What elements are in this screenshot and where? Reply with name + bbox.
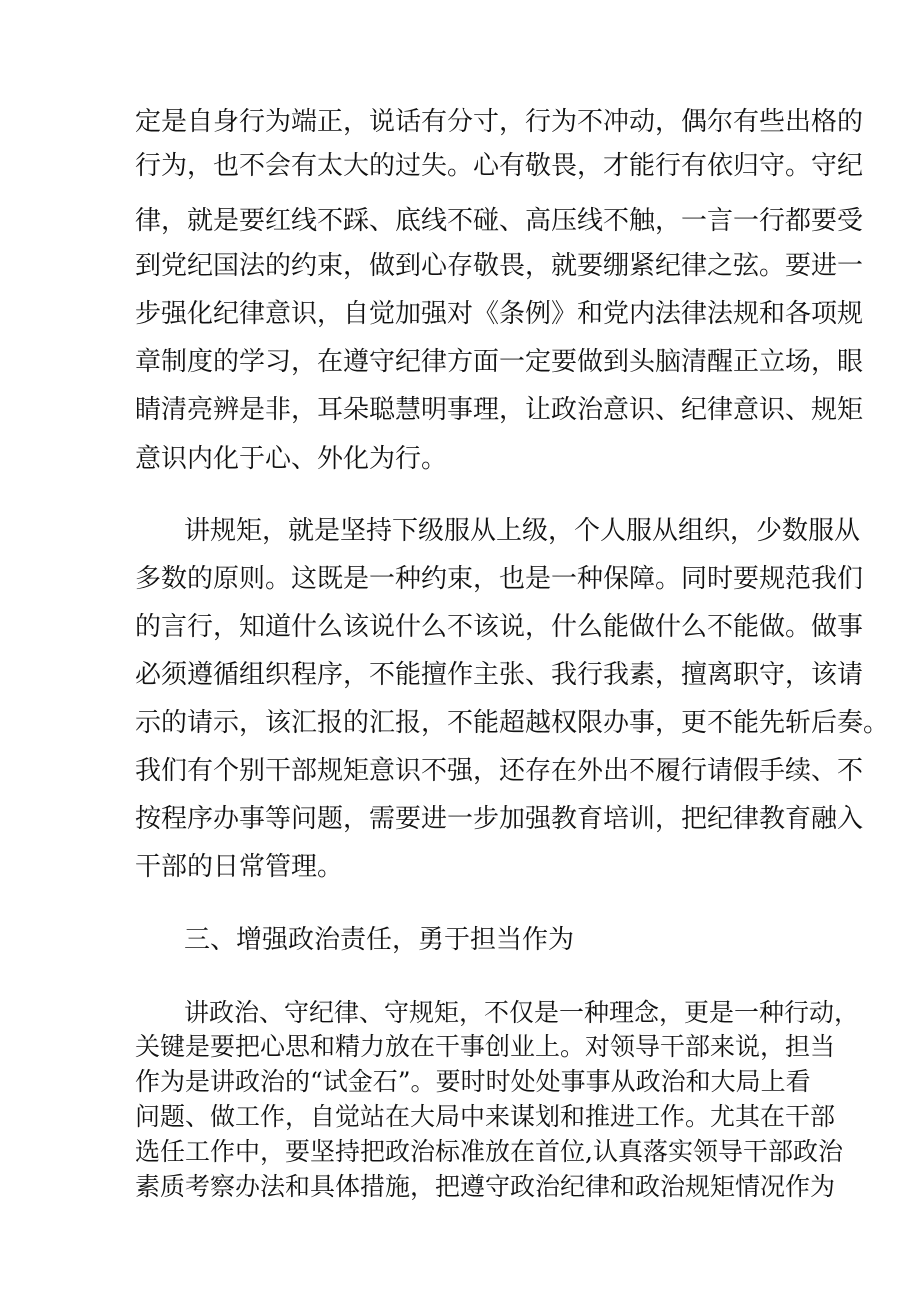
paragraph-1-line-6: 章制度的学习，在遵守纪律方面一定要做到头脑清醒正立场，眼 xyxy=(135,347,864,377)
paragraph-1-line-5: 步强化纪律意识，自觉加强对《条例》和党内法律法规和各项规 xyxy=(135,299,864,329)
paragraph-2-line-8: 干部的日常管理。 xyxy=(135,852,344,882)
paragraph-3-line-5: 选任工作中，要坚持把政治标准放在首位,认真落实领导干部政治 xyxy=(135,1137,843,1166)
paragraph-3-line-1: 讲政治、守纪律、守规矩，不仅是一种理念，更是一种行动， xyxy=(184,998,860,1027)
paragraph-1-line-4: 到党纪国法的约束，做到心存敬畏，就要绷紧纪律之弦。要进一 xyxy=(135,251,864,281)
paragraph-1-line-7: 睛清亮辨是非，耳朵聪慧明事理，让政治意识、纪律意识、规矩 xyxy=(135,395,864,425)
paragraph-2-line-4: 必须遵循组织程序，不能擅作主张、我行我素，擅离职守，该请 xyxy=(135,660,864,690)
paragraph-2-line-3: 的言行，知道什么该说什么不该说，什么能做什么不能做。做事 xyxy=(135,612,864,642)
section-heading: 三、增强政治责任，勇于担当作为 xyxy=(184,925,575,955)
paragraph-2-line-5: 示的请示，该汇报的汇报，不能超越权限办事，更不能先斩后奏。 xyxy=(135,708,890,738)
paragraph-3-line-3: 作为是讲政治的“试金石”。要时时处处事事从政治和大局上看 xyxy=(135,1067,811,1096)
paragraph-2-line-7: 按程序办事等问题，需要进一步加强教育培训，把纪律教育融入 xyxy=(135,804,864,834)
paragraph-1-line-3: 律，就是要红线不踩、底线不碰、高压线不触，一言一行都要受 xyxy=(135,206,864,236)
paragraph-3-line-2: 关键是要把心思和精力放在干事创业上。对领导干部来说，担当 xyxy=(135,1032,836,1061)
paragraph-2-line-2: 多数的原则。这既是一种约束，也是一种保障。同时要规范我们 xyxy=(135,564,864,594)
paragraph-3-line-4: 问题、做工作，自觉站在大局中来谋划和推进工作。尤其在干部 xyxy=(135,1102,836,1131)
paragraph-3-line-6: 素质考察办法和具体措施，把遵守政治纪律和政治规矩情况作为 xyxy=(135,1172,836,1201)
paragraph-2-line-1: 讲规矩，就是坚持下级服从上级，个人服从组织，少数服从 xyxy=(184,516,861,546)
paragraph-1-line-2: 行为，也不会有太大的过失。心有敬畏，才能行有依归守。守纪 xyxy=(135,151,864,181)
paragraph-2-line-6: 我们有个别干部规矩意识不强，还存在外出不履行请假手续、不 xyxy=(135,756,864,786)
paragraph-1-line-1: 定是自身行为端正，说话有分寸，行为不冲动，偶尔有些出格的 xyxy=(135,107,864,137)
paragraph-1-line-8: 意识内化于心、外化为行。 xyxy=(135,444,448,474)
